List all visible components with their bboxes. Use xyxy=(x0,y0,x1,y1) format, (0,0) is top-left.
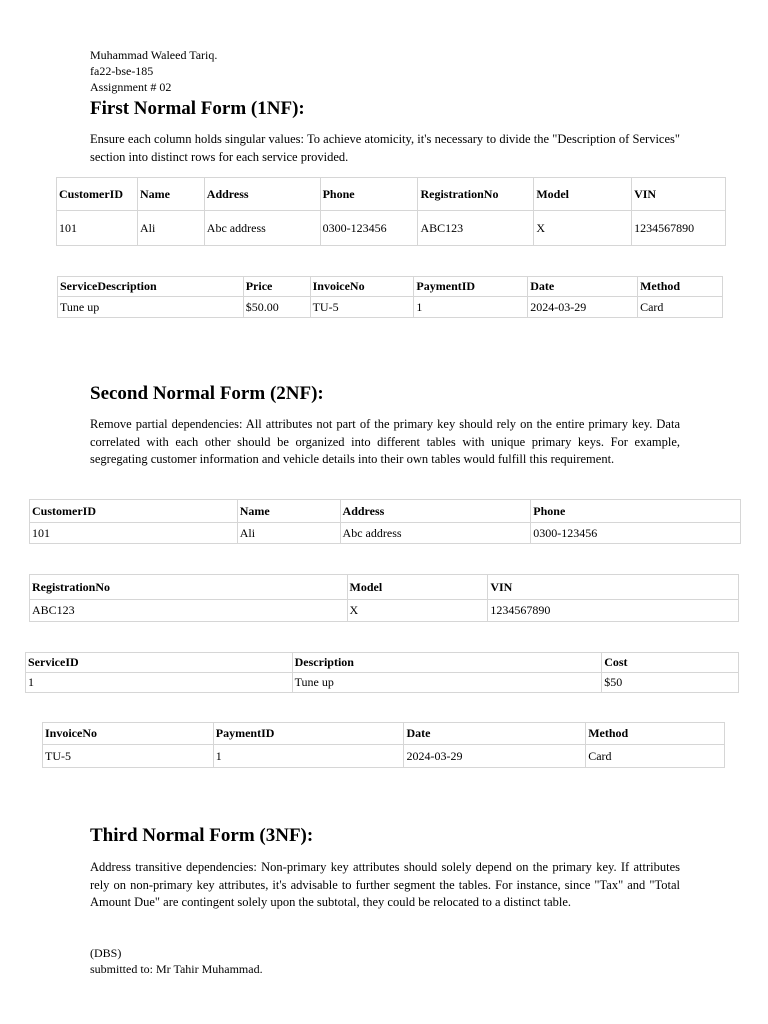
heading-2nf: Second Normal Form (2NF): xyxy=(90,383,324,404)
heading-3nf: Third Normal Form (3NF): xyxy=(90,825,314,846)
table-cell: 1234567890 xyxy=(632,211,726,246)
header-cell: Method xyxy=(638,277,723,297)
course-name: (DBS) xyxy=(90,946,122,960)
table-cell: Abc address xyxy=(340,523,531,544)
table-2nf-vehicle xyxy=(29,574,739,622)
table-row xyxy=(58,297,723,318)
table-cell: 1234567890 xyxy=(488,600,739,622)
table-row xyxy=(26,673,739,693)
table-cell: TU-5 xyxy=(310,297,414,318)
paragraph-3nf: Address transitive dependencies: Non-primary key attributes should solely depend on the primary key. If attributes rely on non-primary key attributes, it's advisable to further segment the tables. For instance, since "Tax" and "Total Amount Due" are contingent solely upon the subtotal, they could be relocated to a distinct table. xyxy=(90,860,680,909)
table-cell: TU-5 xyxy=(43,745,214,768)
author-name: Muhammad Waleed Tariq. xyxy=(90,48,218,62)
table-row xyxy=(43,745,725,768)
header-cell: Name xyxy=(237,500,340,523)
table-row xyxy=(30,600,739,622)
table-cell: 1 xyxy=(213,745,404,768)
header-cell: Name xyxy=(137,178,204,211)
table-cell: Card xyxy=(638,297,723,318)
table-cell: ABC123 xyxy=(418,211,534,246)
header-cell: Price xyxy=(243,277,310,297)
table-cell: Abc address xyxy=(204,211,320,246)
header-cell: RegistrationNo xyxy=(30,575,348,600)
table-cell: Tune up xyxy=(292,673,602,693)
table-cell: Ali xyxy=(137,211,204,246)
table-cell: 1 xyxy=(26,673,293,693)
paragraph-2nf: Remove partial dependencies: All attributes not part of the primary key should rely on the entire primary key. Data correlated with each other should be organized into different tables with unique primary keys. For example, segregating customer information and vehicle details into their own tables would fulfill this requirement. xyxy=(90,417,680,466)
table-cell: 2024-03-29 xyxy=(528,297,638,318)
table-cell: X xyxy=(347,600,488,622)
table-cell: Tune up xyxy=(58,297,244,318)
table-cell: $50.00 xyxy=(243,297,310,318)
table-row xyxy=(57,211,726,246)
header-cell: ServiceDescription xyxy=(58,277,244,297)
table-cell: $50 xyxy=(602,673,739,693)
header-cell: Method xyxy=(586,723,725,745)
table-cell: 101 xyxy=(57,211,138,246)
table-2nf-invoice xyxy=(42,722,725,768)
header-cell: Date xyxy=(528,277,638,297)
header-cell: Phone xyxy=(320,178,418,211)
header-cell: Model xyxy=(534,178,632,211)
header-cell: Model xyxy=(347,575,488,600)
assignment-number: Assignment # 02 xyxy=(90,80,172,94)
table-cell: X xyxy=(534,211,632,246)
header-cell: ServiceID xyxy=(26,653,293,673)
header-cell: Address xyxy=(204,178,320,211)
header-cell: RegistrationNo xyxy=(418,178,534,211)
table-cell: 1 xyxy=(414,297,528,318)
table-cell: 2024-03-29 xyxy=(404,745,586,768)
header-cell: InvoiceNo xyxy=(43,723,214,745)
table-cell: Ali xyxy=(237,523,340,544)
table-header-row xyxy=(43,723,725,745)
header-cell: Date xyxy=(404,723,586,745)
header-cell: Description xyxy=(292,653,602,673)
table-header-row xyxy=(58,277,723,297)
header-cell: CustomerID xyxy=(30,500,238,523)
header-cell: Phone xyxy=(531,500,741,523)
table-header-row xyxy=(30,500,741,523)
table-header-row xyxy=(26,653,739,673)
header-cell: PaymentID xyxy=(414,277,528,297)
table-header-row xyxy=(57,178,726,211)
table-cell: 101 xyxy=(30,523,238,544)
table-1nf-customer-vehicle xyxy=(56,177,726,246)
header-cell: InvoiceNo xyxy=(310,277,414,297)
submitted-to: submitted to: Mr Tahir Muhammad. xyxy=(90,962,263,976)
header-cell: Cost xyxy=(602,653,739,673)
header-cell: VIN xyxy=(488,575,739,600)
paragraph-1nf: Ensure each column holds singular values: To achieve atomicity, it's necessary to divide the "Description of Services" section into distinct rows for each service provided. xyxy=(90,132,680,164)
table-cell: 0300-123456 xyxy=(320,211,418,246)
heading-1nf: First Normal Form (1NF): xyxy=(90,98,305,119)
table-cell: 0300-123456 xyxy=(531,523,741,544)
table-cell: ABC123 xyxy=(30,600,348,622)
table-row xyxy=(30,523,741,544)
header-cell: VIN xyxy=(632,178,726,211)
header-cell: PaymentID xyxy=(213,723,404,745)
table-2nf-service xyxy=(25,652,739,693)
table-1nf-service-invoice xyxy=(57,276,723,318)
header-cell: CustomerID xyxy=(57,178,138,211)
table-2nf-customer xyxy=(29,499,741,544)
header-cell: Address xyxy=(340,500,531,523)
table-cell: Card xyxy=(586,745,725,768)
roll-number: fa22-bse-185 xyxy=(90,64,154,78)
table-header-row xyxy=(30,575,739,600)
